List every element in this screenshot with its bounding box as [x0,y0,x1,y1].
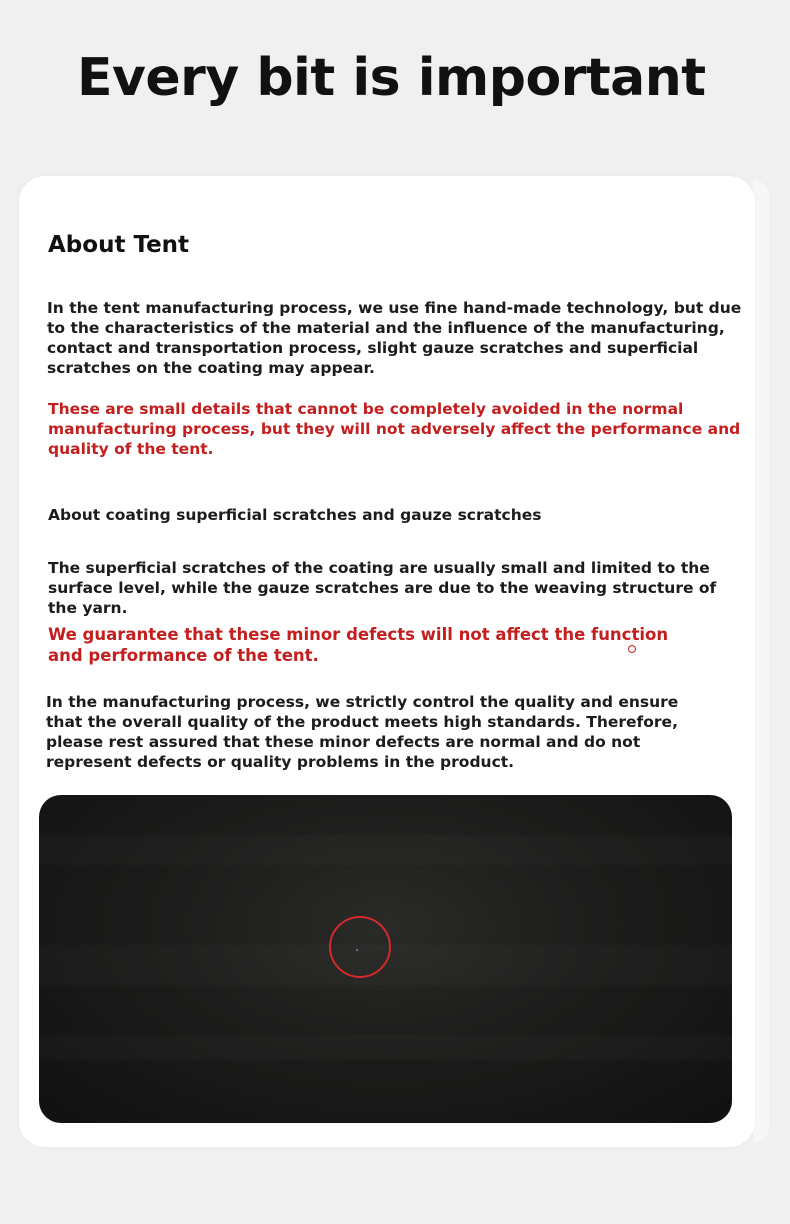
intro-paragraph: In the tent manufacturing process, we use fine hand-made technology, but due to the characteristics of the material and the influence of the manufacturing, contact and transportation process, slight gauze scratches and superficial scratches on the coating may appear. [47,299,742,377]
subheading: About coating superficial scratches and gauze scratches [48,506,542,524]
scratch-speck [356,949,358,951]
photo-texture-band [39,835,732,865]
defect-highlight-circle-icon [329,916,391,978]
guarantee-paragraph: We guarantee that these minor defects will not affect the function and performance of the tent. [48,625,669,665]
photo-texture-band [39,1035,732,1060]
card-edge-decoration [753,180,769,1143]
scratch-explanation-paragraph: The superficial scratches of the coating are usually small and limited to the surface level, while the gauze scratches are due to the weaving structure of the yarn. [48,559,717,617]
quality-assurance-paragraph: In the manufacturing process, we strictly control the quality and ensure that the overall quality of the product meets high standards. Therefore, please rest assured that these minor defects are normal and do not represent defects or quality problems in the product. [46,693,679,771]
highlight-paragraph: These are small details that cannot be completely avoided in the normal manufacturing process, but they will not adversely affect the performance and quality of the tent. [48,400,741,458]
defect-closeup-photo [39,795,732,1123]
small-circle-icon [628,645,636,653]
section-title: About Tent [48,232,190,258]
page-title: Every bit is important [77,48,706,108]
